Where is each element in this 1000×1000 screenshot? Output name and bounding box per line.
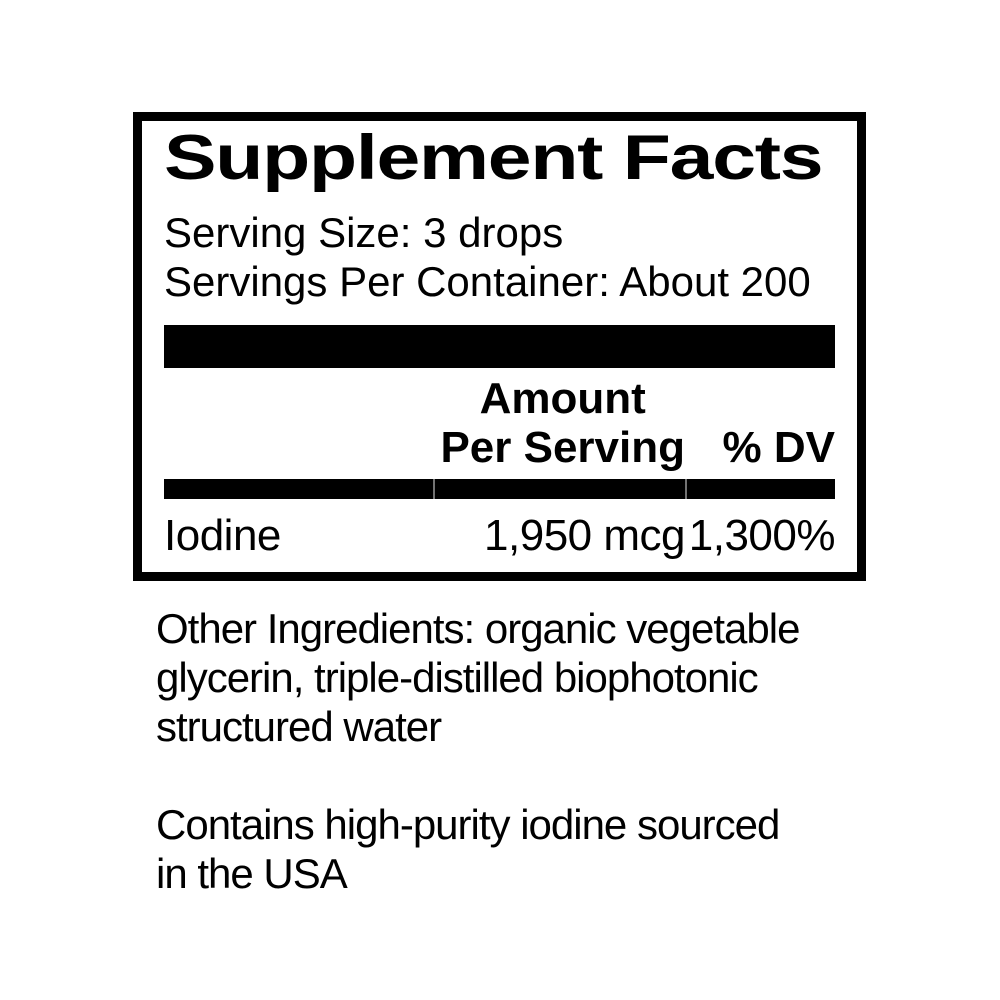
- column-header-dv: % DV: [722, 423, 835, 472]
- column-header-amount: [440, 374, 685, 472]
- text-line: Other Ingredients: organic vegetable: [156, 605, 800, 652]
- column-header-amount-line1: Amount: [479, 374, 646, 423]
- text-line: structured water: [156, 703, 442, 750]
- serving-size-text: Serving Size: 3 drops: [164, 209, 564, 256]
- nutrient-row: [164, 499, 835, 560]
- text-line: in the USA: [156, 850, 347, 897]
- separator-bar-thick: [164, 325, 835, 368]
- separator-bar-thin: [164, 479, 835, 499]
- text-line: Contains high-purity iodine sourced: [156, 801, 780, 848]
- nutrient-amount: 1,950 mcg: [484, 511, 685, 560]
- column-divider: [685, 479, 687, 499]
- supplement-facts-panel: [133, 112, 866, 581]
- servings-per-container-text: Servings Per Container: About 200: [164, 258, 811, 305]
- panel-title: [164, 123, 835, 193]
- panel-title-text: Supplement Facts: [164, 123, 823, 193]
- other-ingredients-text: [156, 604, 799, 751]
- column-headers-row: [164, 368, 835, 479]
- column-header-amount-line2: Per Serving: [440, 423, 685, 472]
- contains-statement: [156, 800, 779, 898]
- nutrient-name: Iodine: [164, 511, 281, 560]
- column-divider: [433, 479, 435, 499]
- nutrient-dv: 1,300%: [688, 511, 835, 560]
- text-line: glycerin, triple-distilled biophotonic: [156, 654, 758, 701]
